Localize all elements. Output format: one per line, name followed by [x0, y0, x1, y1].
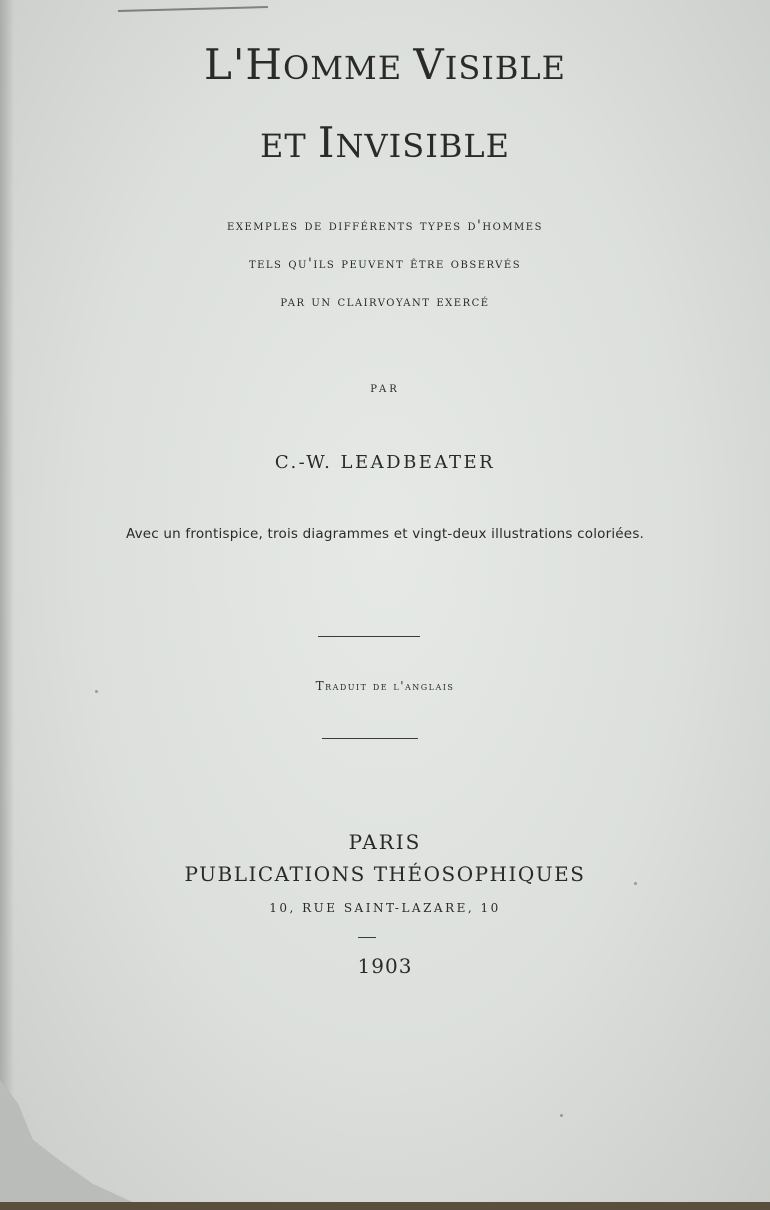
title-line1-rest2: ISIBLE — [444, 49, 567, 87]
title-line1-initial2: V — [413, 40, 445, 89]
translation-note: Traduit de l'anglais — [315, 679, 455, 693]
subtitle-line-3: par un clairvoyant exercé — [280, 294, 490, 310]
par-label: PAR — [370, 384, 400, 395]
paper-speck — [95, 690, 98, 693]
imprint-year: 1903 — [357, 954, 413, 978]
title-line1-initial: L'H — [203, 40, 284, 89]
title-line2-initial: ET — [260, 127, 318, 165]
page-bottom-edge — [0, 1202, 770, 1210]
imprint-address: 10, RUE SAINT-LAZARE, 10 — [269, 901, 501, 915]
title-line2-rest2: NVISIBLE — [335, 127, 510, 165]
torn-page-corner — [0, 1080, 150, 1210]
title-line2-initial2: I — [317, 118, 336, 167]
page-left-edge-shadow — [0, 0, 14, 1210]
divider-rule-bottom — [322, 738, 418, 739]
subtitle-line-2: tels qu'ils peuvent être observés — [248, 256, 522, 272]
subtitle-line-1: exemples de différents types d'hommes — [227, 218, 543, 234]
divider-rule-top — [318, 636, 420, 637]
imprint-short-dash — [358, 937, 376, 938]
imprint-city: PARIS — [348, 830, 422, 854]
title-line1-rest: OMME — [283, 49, 414, 87]
book-title-line-2 — [0, 118, 770, 167]
handwritten-pen-mark — [118, 6, 268, 16]
paper-speck — [634, 882, 637, 885]
imprint-publisher: PUBLICATIONS THÉOSOPHIQUES — [184, 862, 586, 886]
book-title-line-1 — [0, 40, 770, 89]
illustrations-note: Avec un frontispice, trois diagrammes et vingt-deux illustrations coloriées. — [125, 526, 645, 542]
paper-speck — [560, 1114, 563, 1117]
author-name: C.-W. LEADBEATER — [274, 452, 496, 473]
